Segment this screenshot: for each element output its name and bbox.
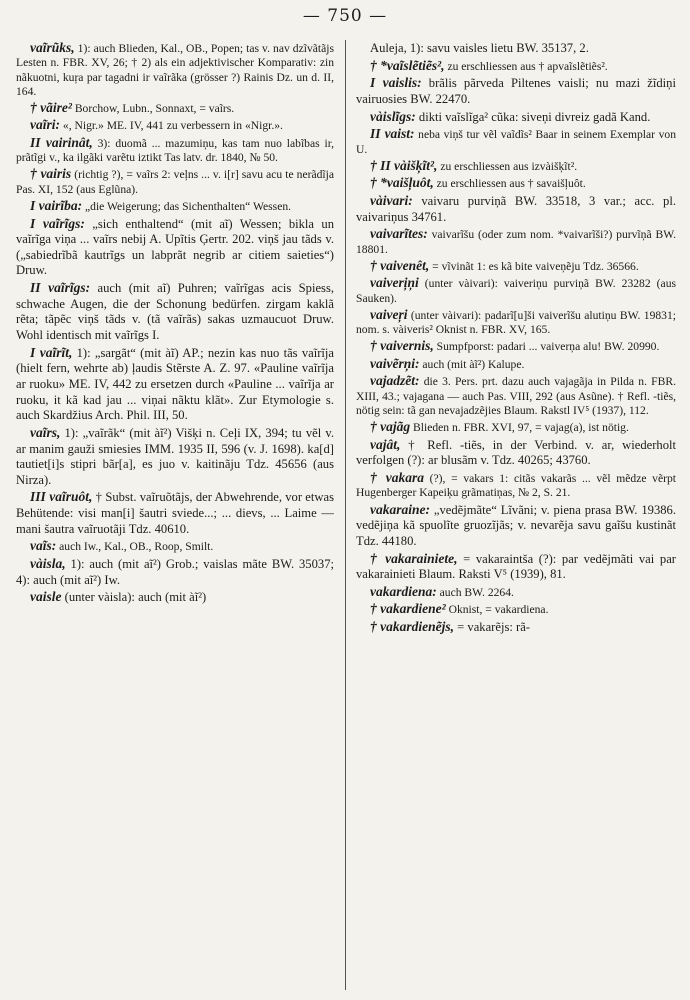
entry-body: „die Weigerung; das Sichenthalten“ Wessen. [82,200,292,214]
dictionary-entry [16,216,334,280]
dictionary-entry [356,75,676,107]
entry-headword: vaĩrs, [30,424,61,440]
dictionary-entry [16,489,334,537]
entry-headword: I vaĩrĩgs: [30,215,85,231]
entry-headword: † vakardiene² [370,601,446,617]
entry-body: Sumpfporst: padari ... vaiverņa alu! BW. 20990. [433,340,660,354]
dictionary-entry [356,193,676,225]
entry-headword: † vakardienẽjs, [370,618,454,634]
dictionary-entry [356,437,676,469]
entry-body: neba viņš tur vẽl vaĩdĩs² Baar in seinem Exemplar von U. [356,128,676,156]
dictionary-entry [356,551,676,583]
entry-headword: II vairinât, [30,134,93,150]
entry-body: = vĩvinãt 1: es kã bite vaiveņẽju Tdz. 36566. [429,259,639,273]
dictionary-entry [356,373,676,418]
entry-headword: vaisle [30,589,62,605]
entry-headword: vakaraine: [370,501,430,517]
entry-headword: vaiveŗi [370,306,408,322]
entry-body: (richtig ?), = vaĩrs 2: veļns ... v. i[r] savu acu te nerãdĩja Pas. XI, 152 (aus Eglũna). [16,168,334,196]
dictionary-entry [356,601,676,617]
entry-body: (?), = vakars 1: citãs vakarãs ... vẽl mẽdze vẽrpt Hugenberger Kapeiķu grãmatiņas, № 2, S. 21. [356,471,676,500]
entry-body: zu erschliessen aus † apvaĩslẽtiẽs². [444,59,608,73]
entry-body: „vedẽjmãte“ Lĩvãni; v. piena prasa BW. 19386. vedẽjiņa kã spuolĩte gruozĩjãs; v. nevarẽja savu gaĩšu kustinãt Tdz. 44180. [356,502,676,548]
dictionary-entry [356,158,676,174]
entry-headword: † vãire² [30,99,72,115]
dictionary-entry [356,419,676,435]
entry-headword: † vairis [30,166,72,182]
dictionary-entry [16,117,334,133]
entry-headword: † vakarainiete, [370,550,458,566]
entry-body: (unter vàisla): auch (mit àĩ²) [61,590,207,605]
entry-body: „sich enthaltend“ (mit aĩ) Wessen; bikla un vaĩrĩga viņa ... vaĩrs nebij A. Upĩtis Ģertr. 202. viņš jau tãds v. („sabiedrĩbã kautrĩgs un labprãt negrib ar citiem saieties“) Druw. [16,216,334,278]
dictionary-entry [356,356,676,372]
dictionary-entry [356,126,676,157]
entry-body: auch (mit àĩ²) Kalupe. [419,357,525,371]
entry-headword: vàivari: [370,192,413,208]
left-column [16,40,334,995]
entry-body: Borchow, Lubn., Sonnaxt, = vaĩrs. [71,101,235,115]
entry-headword: vaivarĩtes: [370,226,428,242]
entry-headword: vakardiena: [370,583,437,599]
dictionary-entry [16,425,334,489]
entry-body: auch Iw., Kal., OB., Roop, Smilt. [56,540,214,554]
entry-headword: III vaĩruôt, [30,489,93,505]
dictionary-entry [356,109,676,126]
entry-headword: I vaislis: [370,75,422,91]
entry-body: (unter vàivari): padarĩ[u]ši vaiverĩšu alutiņu BW. 19831; nom. s. vàiveris² Oknist n. FBR. XV, 165. [356,308,676,337]
dictionary-entry [356,58,676,74]
dictionary-entry [16,280,334,344]
entry-body: (unter vàivari): vaiveriņu purviņã BW. 23282 (aus Sauken). [356,277,676,305]
entry-headword: vaiveri̦ņi [370,275,419,291]
column-divider [345,40,346,990]
dictionary-entry [356,502,676,550]
entry-body: vaivaru purviņã BW. 33518, 3 var.; acc. pl. vaivariņus 34761. [356,193,676,224]
entry-body: brãlis pãrveda Piltenes vaisli; nu mazi žĩdiņi vairuosies BW. 22470. [356,76,676,106]
entry-headword: † *vaĩslẽtiẽs², [370,57,445,73]
entry-headword: † vajãg [370,419,411,435]
dictionary-entry [356,584,676,600]
entry-body: Auleja, 1): savu vaisles lietu BW. 35137, 2. [370,41,589,55]
entry-body: 1): „vaĩrãk“ (mit àĩ²) Višķi n. Ceļi IX, 394; tu vẽl v. ar manim gauži smiesies IMM. 1935 II, 596 (v. J. 1698). ka[d] tautiet[i]s stipri bãr[a], es juo v. kaitinãju Tdz. 45656 (aus Nirza). [16,425,334,487]
entry-body: 3): duomã ... mazumiņu, kas tam nuo labĩbas ir, prãtĩgi v., ka ilgãki varẽtu iztikt Tas latv. dr. 1840, № 50. [16,136,334,165]
entry-headword: vàislĩgs: [370,108,416,124]
entry-headword: vaĩrũks, [30,40,75,55]
entry-body: vaivarĩšu (oder zum nom. *vaivarĩši?) purvĩņã BW. 18801. [356,228,676,256]
entry-headword: vajadzẽt: [370,373,420,389]
entry-body: = vakarẽjs: rã- [454,619,530,634]
dictionary-entry [356,175,676,191]
entry-headword: † vakara [370,469,424,485]
dictionary-entry [356,40,676,57]
entry-headword: † vaivenêt, [370,257,430,273]
dictionary-entry [16,556,334,588]
entry-headword: II vaist: [370,126,415,142]
entry-headword: vajât, [370,436,401,452]
entry-headword: † *vaišļuôt, [370,175,434,191]
dictionary-entry [356,307,676,338]
entry-body: auch (mit aĩ) Puhren; vaĩrĩgas acis Spiess, schwache Augen, die der Schonung bedürfen. zirgam kaklã rẽta; tãpẽc viņš tãds v. (tã vaĩrãs) sakas uzmaucuot Druw. Wohl identisch mit vaĩrĩgs I. [16,281,334,343]
entry-body: 1): „sargãt“ (mit àĩ) AP.; nezin kas nuo tãs vaĩrĩja (hielt fern, wehrte ab) ļaudis Stẽrste A. Z. 97. «Pauline vaĩrĩja ar ruoku» ME. IV, 442 zu ersetzen durch «Pauline ... vaĩrĩja ar ruoku, it kã kad jau ... viņai nãktu klãt». Zur Etymologie s. auch Skardžius Arch. Phil. III, 50. [16,345,334,423]
dictionary-entry [356,258,676,274]
entry-body: die 3. Pers. prt. dazu auch vajagãja in Pilda n. FBR. XIII, 43.; vajagana — auch Pas. VIII, 292 (aus Asũne). † Refl. -tiẽs, nötig sein: tã gan nevajadzẽjies Blaum. Rakstl IV⁵ (1937), 112. [356,375,676,418]
entry-body: † Refl. -tiẽs, in der Verbind. v. ar, wiederholt verfolgen (?): ar blusãm v. Tdz. 40265; 43760. [356,437,676,468]
entry-headword: vaĩs: [30,538,57,554]
entry-body: 1): auch Blieden, Kal., OB., Popen; tas v. nav dzĩvãtãjs Lesten n. FBR. XV, 26; † 2) als ein adjektivischer Komparativ: zin nãkuotni, kuŗa par tagadni ir vaĩrãka (grösser ?) Rainis Dz. un d. II, 164. [16,42,334,98]
entry-body: zu erschliessen aus izvàišķĩt². [437,159,578,173]
dictionary-entry [356,470,676,501]
dictionary-entry [16,40,334,99]
entry-body: zu erschliessen aus † savaišļuôt. [433,177,586,191]
dictionary-entry [16,345,334,424]
dictionary-entry [16,538,334,554]
entry-headword: vaĩri: [30,117,60,133]
entry-headword: vaivẽrņi: [370,355,420,371]
dictionary-entry [356,338,676,354]
dictionary-entry [16,589,334,606]
entry-headword: † vaivernis, [370,338,434,354]
entry-headword: II vaĩrĩgs: [30,280,91,296]
entry-body: Blieden n. FBR. XVI, 97, = vajag(a), ist nötig. [410,421,629,435]
entry-headword: I vairĩba: [30,198,83,214]
dictionary-entry [16,198,334,214]
entry-headword: I vaĩrĩt, [30,344,73,360]
dictionary-entry [356,619,676,636]
entry-body: dikti vaĩslĩga² cũka: siveņi divreiz gadã Kand. [415,109,651,124]
dictionary-entry [16,166,334,197]
right-column [356,40,676,995]
entry-body: «, Nigr.» ME. IV, 441 zu verbessern in «Nigr.». [60,119,283,133]
page-number: — 750 — [302,6,388,26]
dictionary-entry [356,226,676,257]
dictionary-entry [16,135,334,166]
entry-body: = vakaraintša (?): par vedẽjmãti vai par vakarainieti Blaum. Raksti V⁵ (1939), 81. [356,551,676,582]
entry-body: auch BW. 2264. [436,585,514,599]
entry-body: 1): auch (mit aĩ²) Grob.; vaislas mãte BW. 35037; 4): auch (mit aĩ²) Iw. [16,556,334,587]
entry-body: Oknist, = vakardiena. [445,603,549,617]
dictionary-entry [356,275,676,306]
dictionary-entry [16,100,334,116]
entry-headword: vàisla, [30,555,66,571]
entry-headword: † II vàišķĩt², [370,157,438,173]
entry-body: † Subst. vaĩruõtãjs, der Abwehrende, vor etwas Behütende: visi man[i] šautri sviede...; ... dievs, ... Laime — mani šautra vaĩruotãji Tdz. 40610. [16,490,334,536]
